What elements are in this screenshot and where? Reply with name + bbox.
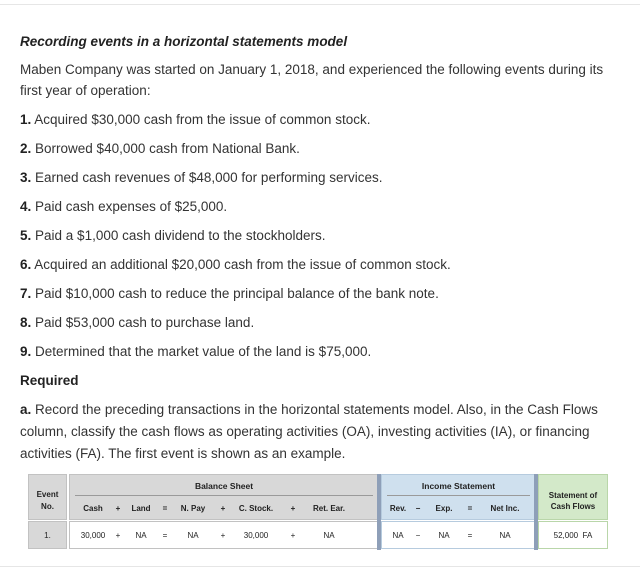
event-item	[20, 257, 451, 272]
event-number: 2.	[20, 141, 32, 156]
balance-sheet-title: Balance Sheet	[194, 481, 254, 491]
cell-net-income: NA	[499, 531, 511, 540]
row-event-number: 1.	[44, 531, 51, 540]
event-number: 4.	[20, 199, 32, 214]
cell-cash: 30,000	[80, 531, 106, 540]
event-header-label: Event	[36, 490, 59, 499]
column-retained-earnings: Ret. Ear.	[312, 504, 345, 513]
event-number: 9.	[20, 344, 32, 359]
cell-cash-flow: 52,000 FA	[553, 531, 593, 540]
cash-flows-title: Cash Flows	[550, 502, 596, 511]
event-item	[20, 112, 370, 127]
event-text: Acquired an additional $20,000 cash from the issue of common stock.	[34, 257, 451, 272]
event-number: 6.	[20, 257, 32, 272]
cash-flows-title: Statement of	[548, 491, 598, 500]
event-item	[20, 315, 254, 330]
requirement-text: Record the preceding transactions in the horizontal statements model. Also, in the Cash Flows column, classify the cash flows as operating activities (OA), investing activities (IA), or financing activities (FA). The first event is shown as an example.	[20, 402, 598, 461]
operator-minus: −	[415, 504, 421, 513]
operator-equals: =	[162, 504, 168, 513]
column-revenue: Rev.	[389, 504, 407, 513]
cell-notes-payable: NA	[187, 531, 199, 540]
event-item	[20, 344, 371, 359]
operator-plus: +	[115, 531, 121, 540]
operator-equals: =	[162, 531, 168, 540]
bottom-divider	[0, 566, 640, 567]
horizontal-statements-model	[28, 474, 608, 552]
event-item	[20, 228, 325, 243]
operator-equals: =	[467, 504, 473, 513]
top-divider	[0, 4, 640, 5]
operator-plus: +	[220, 531, 226, 540]
column-expenses: Exp.	[435, 504, 453, 513]
header-underline	[387, 495, 530, 496]
operator-plus: +	[220, 504, 226, 513]
operator-plus: +	[290, 531, 296, 540]
event-header-label: No.	[41, 502, 54, 511]
event-text: Borrowed $40,000 cash from National Bank.	[35, 141, 300, 156]
event-text: Earned cash revenues of $48,000 for performing services.	[35, 170, 383, 185]
column-net-income: Net Inc.	[490, 504, 520, 513]
column-common-stock: C. Stock.	[238, 504, 274, 513]
operator-minus: −	[415, 531, 421, 540]
page-title: Recording events in a horizontal statements model	[20, 34, 348, 49]
column-cash: Cash	[83, 504, 103, 513]
cell-revenue: NA	[392, 531, 404, 540]
header-underline	[75, 495, 373, 496]
operator-plus: +	[115, 504, 121, 513]
cell-retained-earnings: NA	[323, 531, 335, 540]
event-text: Paid a $1,000 cash dividend to the stockholders.	[35, 228, 326, 243]
requirement-a	[20, 399, 624, 465]
event-item	[20, 199, 227, 214]
event-number: 3.	[20, 170, 32, 185]
cell-land: NA	[135, 531, 147, 540]
column-land: Land	[131, 504, 151, 513]
cell-common-stock: 30,000	[243, 531, 269, 540]
event-text: Paid cash expenses of $25,000.	[35, 199, 228, 214]
income-statement-title: Income Statement	[421, 481, 496, 491]
operator-equals: =	[467, 531, 473, 540]
requirement-label: a.	[20, 402, 32, 417]
required-heading: Required	[20, 373, 79, 388]
cell-expenses: NA	[438, 531, 450, 540]
event-item	[20, 286, 439, 301]
event-number: 1.	[20, 112, 32, 127]
event-text: Acquired $30,000 cash from the issue of common stock.	[34, 112, 371, 127]
event-number: 8.	[20, 315, 32, 330]
event-item	[20, 170, 382, 185]
event-text: Paid $10,000 cash to reduce the principal balance of the bank note.	[35, 286, 439, 301]
event-text: Determined that the market value of the land is $75,000.	[35, 344, 372, 359]
intro-paragraph: Maben Company was started on January 1, 2018, and experienced the following events during its first year of operation:	[20, 62, 604, 98]
event-number: 7.	[20, 286, 32, 301]
event-item	[20, 141, 300, 156]
operator-plus: +	[290, 504, 296, 513]
column-notes-payable: N. Pay	[180, 504, 206, 513]
event-text: Paid $53,000 cash to purchase land.	[35, 315, 255, 330]
event-number: 5.	[20, 228, 32, 243]
